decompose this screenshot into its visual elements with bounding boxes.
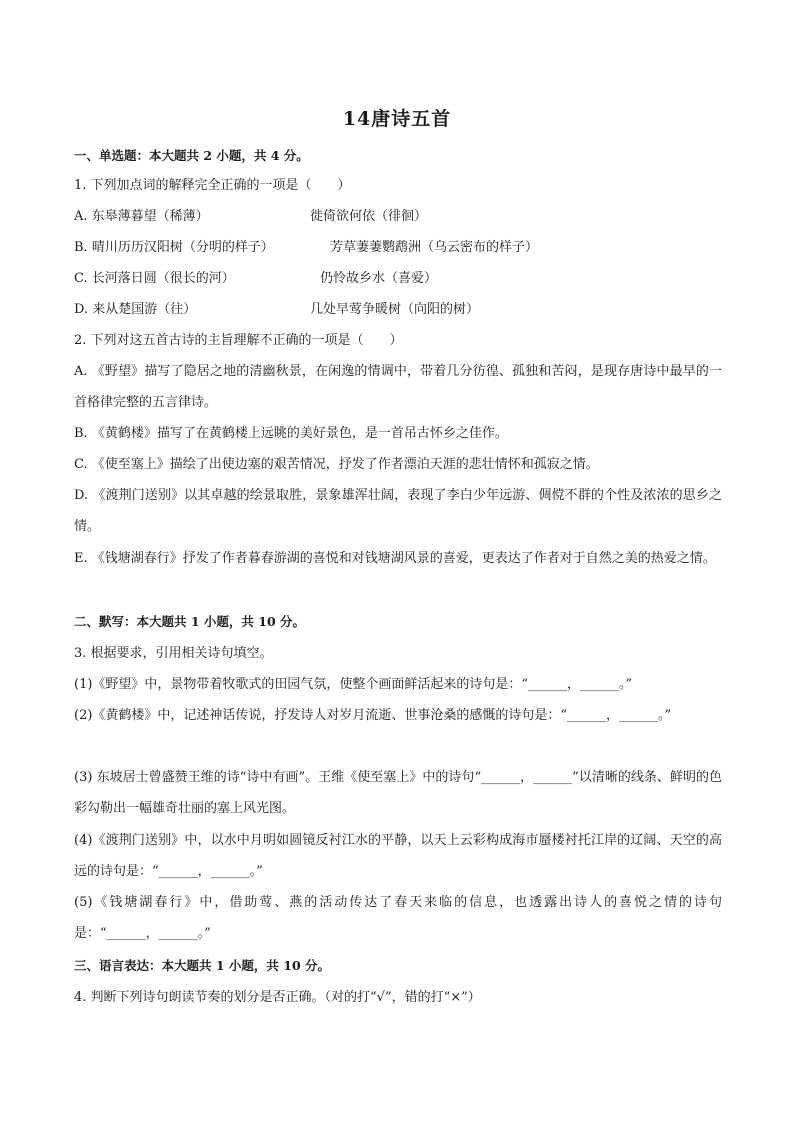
question-3-stem: 3. 根据要求，引用相关诗句填空。 bbox=[74, 646, 273, 661]
question-2-option-b: B. 《黄鹤楼》描写了在黄鹤楼上远眺的美好景色，是一首吊古怀乡之佳作。 bbox=[74, 426, 508, 441]
question-3-part-4: (4)《渡荆门送别》中，以水中月明如圆镜反衬江水的平静，以天上云彩构成海市蜃楼衬托江岸的辽阔、天空的高远的诗句是：“______，______。” bbox=[74, 833, 722, 879]
question-2-stem: 2. 下列对这五首古诗的主旨理解不正确的一项是（ ） bbox=[74, 333, 403, 348]
section-heading-single-choice: 一、单选题：本大题共 2 小题，共 4 分。 bbox=[74, 148, 309, 163]
question-3-part-1: (1)《野望》中，景物带着牧歌式的田园气氛，使整个画面鲜活起来的诗句是：“______，______。” bbox=[74, 677, 633, 692]
question-2-option-e: E. 《钱塘湖春行》抒发了作者暮春游湖的喜悦和对钱塘湖风景的喜爱，更表达了作者对于自然之美的热爱之情。 bbox=[74, 551, 716, 566]
question-2-option-c: C. 《使至塞上》描绘了出使边塞的艰苦情况，抒发了作者漂泊天涯的悲壮情怀和孤寂之情。 bbox=[74, 457, 599, 472]
question-3-part-2: (2)《黄鹤楼》中，记述神话传说，抒发诗人对岁月流逝、世事沧桑的感慨的诗句是：“______，______。” bbox=[74, 708, 672, 723]
question-1-option-d bbox=[74, 302, 480, 318]
option-a-right: 徙倚欲何依（徘徊） bbox=[310, 209, 428, 224]
option-d-left: D. 来从楚国游（往） bbox=[74, 302, 197, 317]
question-2-option-d: D. 《渡荆门送别》以其卓越的绘景取胜，景象雄浑壮阔，表现了李白少年远游、倜傥不群的个性及浓浓的思乡之情。 bbox=[74, 488, 722, 534]
question-4-stem: 4. 判断下列诗句朗读节奏的划分是否正确。（对的打“√”，错的打“×”） bbox=[74, 990, 481, 1005]
question-3-part-5: (5)《钱塘湖春行》中，借助莺、燕的活动传达了春天来临的信息，也透露出诗人的喜悦之情的诗句是：“______，______。” bbox=[74, 895, 722, 941]
section-heading-dictation: 二、默写：本大题共 1 小题，共 10 分。 bbox=[74, 614, 306, 629]
question-2-option-a: A. 《野望》描写了隐居之地的清幽秋景，在闲逸的情调中，带着几分彷徨、孤独和苦闷，是现存唐诗中最早的一首格律完整的五言律诗。 bbox=[74, 364, 722, 410]
option-d-right: 几处早莺争暖树（向阳的树） bbox=[310, 302, 480, 317]
option-c-left: C. 长河落日圆（很长的河） bbox=[74, 271, 235, 286]
option-a-left: A. 东皋薄暮望（稀薄） bbox=[74, 209, 209, 224]
question-3-part-3: (3) 东坡居士曾盛赞王维的诗“诗中有画”。王维《使至塞上》中的诗句“______，______”以清晰的线条、鲜明的色彩勾勒出一幅雄奇壮丽的塞上风光图。 bbox=[74, 770, 722, 816]
section-heading-language-expression: 三、语言表达：本大题共 1 小题，共 10 分。 bbox=[74, 958, 331, 973]
question-1-option-a bbox=[74, 209, 428, 225]
option-b-right: 芳草萋萋鹦鹉洲（乌云密布的样子） bbox=[330, 240, 539, 255]
question-1-option-b bbox=[74, 240, 539, 256]
page-title: 14唐诗五首 bbox=[342, 108, 452, 130]
question-1-stem: 1. 下列加点词的解释完全正确的一项是（ ） bbox=[74, 178, 351, 193]
option-b-left: B. 晴川历历汉阳树（分明的样子） bbox=[74, 240, 274, 255]
option-c-right: 仍怜故乡水（喜爱） bbox=[320, 271, 438, 286]
question-1-option-c bbox=[74, 271, 438, 287]
